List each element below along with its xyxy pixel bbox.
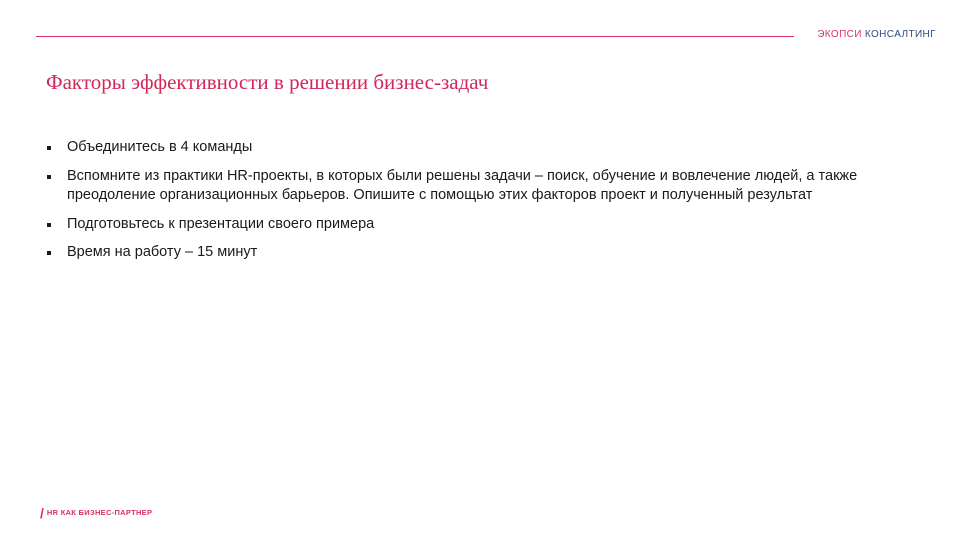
footer <box>40 504 152 522</box>
bullet-item <box>46 138 906 158</box>
footer-slash: / <box>40 504 44 521</box>
bullet-square-icon <box>47 251 51 255</box>
slide-title: Факторы эффективности в решении бизнес-задач <box>46 70 489 94</box>
bullet-text: Вспомните из практики HR-проекты, в которых были решены задачи – поиск, обучение и вовлечение людей, а также преодоление организационных барьеров. Опишите с помощью этих факторов проект и полученный результат <box>67 167 858 203</box>
header-divider <box>36 36 794 37</box>
bullet-square-icon <box>47 175 51 179</box>
bullet-text: Время на работу – 15 минут <box>67 244 258 260</box>
brand-logo <box>817 29 936 40</box>
bullet-item <box>46 167 906 206</box>
bullet-item <box>46 243 906 263</box>
bullet-list <box>46 138 906 272</box>
bullet-text: Объединитесь в 4 команды <box>67 139 253 155</box>
bullet-text: Подготовьтесь к презентации своего примера <box>67 215 375 232</box>
bullet-square-icon <box>47 146 51 150</box>
footer-label: HR КАК БИЗНЕС-ПАРТНЕР <box>46 508 153 518</box>
brand-name-part1: ЭКОПСИ <box>817 29 862 40</box>
bullet-square-icon <box>47 223 51 227</box>
bullet-item <box>46 215 906 235</box>
brand-name-part2: КОНСАЛТИНГ <box>864 29 936 40</box>
